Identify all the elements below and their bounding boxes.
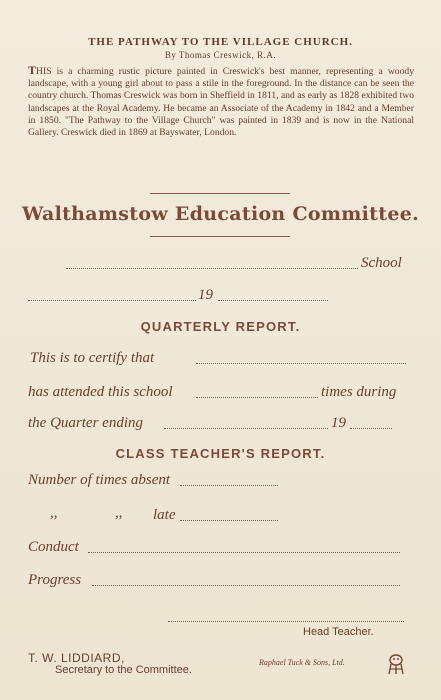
secretary-name: T. W. LIDDIARD, bbox=[28, 651, 125, 665]
painting-description bbox=[28, 64, 414, 139]
description-text: HIS is a charming rustic picture painted in Creswick's best manner, representing a woody landscape, with a young girl about to pass a stile in the foreground. In the distance can be seen the country church. Thomas Creswick was born in Sheffield in 1811, and as early as 1828 exhibited two landscapes at the Royal Academy. He became an Associate of the Academy in 1842 and a Member in 1850. "The Pathway to the Village Church" was painted in 1839 and is now in the National Gallery. Creswick died in 1869 at Bayswater, London. bbox=[28, 66, 414, 139]
late-count-field[interactable] bbox=[180, 520, 278, 521]
times-during-label: times during bbox=[321, 384, 397, 400]
absent-count-field[interactable] bbox=[180, 485, 278, 486]
conduct-field[interactable] bbox=[88, 552, 400, 553]
date-field[interactable] bbox=[28, 300, 196, 301]
attended-label: has attended this school bbox=[28, 384, 173, 400]
quarter-year-field[interactable] bbox=[350, 428, 392, 429]
progress-label: Progress bbox=[28, 572, 82, 588]
quarter-year-label: 19 bbox=[331, 415, 346, 431]
painting-title: THE PATHWAY TO THE VILLAGE CHURCH. bbox=[88, 36, 353, 48]
description-dropcap: T bbox=[28, 63, 37, 77]
easel-palette-icon bbox=[386, 652, 406, 681]
quarterly-report-heading: QUARTERLY REPORT. bbox=[140, 319, 301, 334]
class-teacher-report-heading: CLASS TEACHER'S REPORT. bbox=[115, 446, 326, 461]
certify-label: This is to certify that bbox=[30, 350, 155, 366]
absent-label: Number of times absent bbox=[28, 472, 171, 488]
head-teacher-signature-field[interactable] bbox=[168, 621, 404, 622]
ditto-mark-1: ,, bbox=[50, 505, 58, 521]
pupil-name-field[interactable] bbox=[196, 363, 406, 364]
ditto-mark-2: ,, bbox=[115, 505, 123, 521]
committee-heading: Walthamstow Education Committee. bbox=[21, 203, 420, 225]
conduct-label: Conduct bbox=[28, 539, 79, 555]
school-label: School bbox=[361, 255, 402, 271]
late-label: late bbox=[153, 507, 176, 523]
year-field[interactable] bbox=[218, 300, 328, 301]
secretary-title: Secretary to the Committee. bbox=[55, 664, 192, 676]
publisher-imprint: Raphael Tuck & Sons, Ltd. bbox=[259, 658, 345, 667]
school-name-field[interactable] bbox=[66, 268, 358, 269]
year-label: 19 bbox=[198, 287, 213, 303]
quarter-ending-label: the Quarter ending bbox=[28, 415, 143, 431]
divider-top bbox=[150, 193, 290, 194]
head-teacher-label: Head Teacher. bbox=[303, 626, 374, 638]
attendance-count-field[interactable] bbox=[196, 397, 318, 398]
painting-byline: By Thomas Creswick, R.A. bbox=[164, 50, 277, 60]
quarter-date-field[interactable] bbox=[164, 428, 328, 429]
divider-bottom bbox=[150, 236, 290, 237]
progress-field[interactable] bbox=[92, 585, 400, 586]
